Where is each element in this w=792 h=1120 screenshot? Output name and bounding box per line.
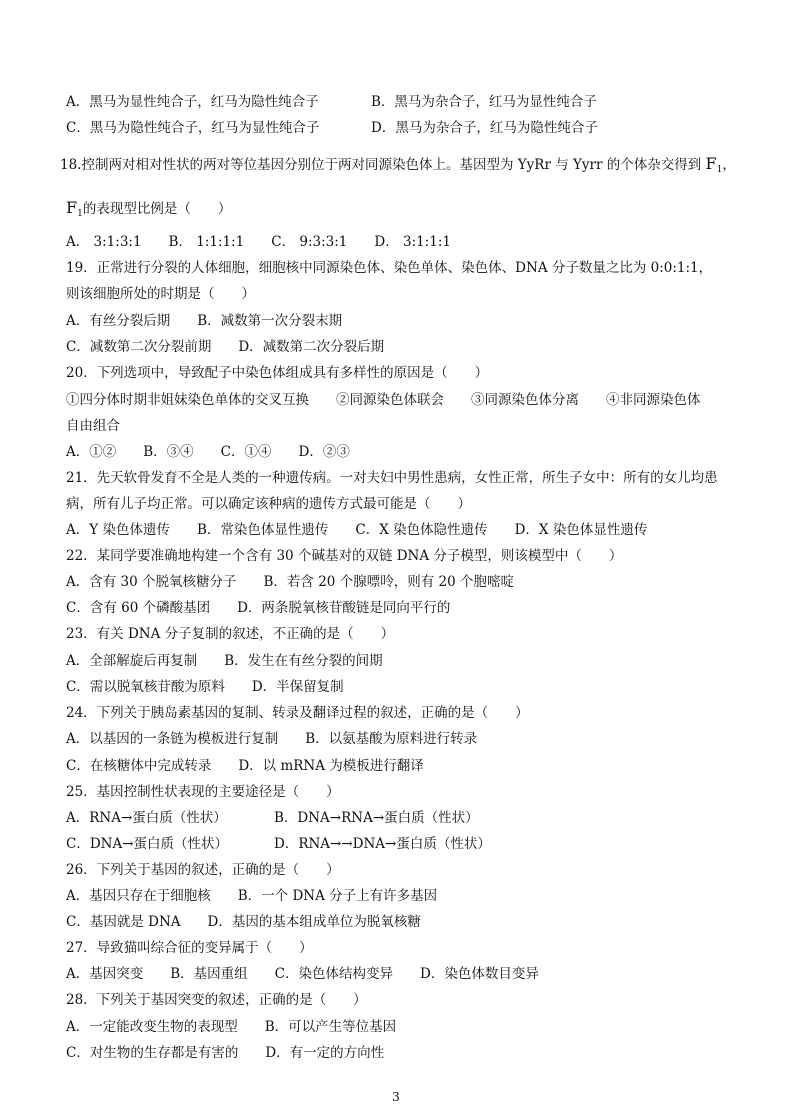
q17-row-1: [66, 92, 768, 112]
q20-stem: 20．下列选项中，导致配子中染色体组成具有多样性的原因是（ ）: [66, 365, 489, 381]
q27-stem: 27．导致猫叫综合征的变异属于（ ）: [66, 940, 313, 956]
q25-row-1: [66, 808, 768, 828]
q28-options-2: C．对生物的生存都是有害的 D．有一定的方向性: [66, 1045, 385, 1061]
q18-stem-text: 18.控制两对相对性状的两对等位基因分别位于两对同源染色体上。基因型为 YyRr 与 Yyrr 的个体杂交得到: [60, 157, 706, 173]
q26-stem: 26．下列关于基因的叙述，正确的是（ ）: [66, 862, 340, 878]
q25-stem: 25．基因控制性状表现的主要途径是（ ）: [66, 784, 340, 800]
q25-option-b: B．DNA→RNA→蛋白质（性状）: [274, 810, 479, 826]
q23-options-2: C．需以脱氧核苷酸为原料 D．半保留复制: [66, 679, 344, 695]
q22-options-2: C．含有 60 个磷酸基团 D．两条脱氧核苷酸链是同向平行的: [66, 600, 451, 616]
q18-stem-line-1: [60, 154, 768, 180]
q24-options-1: A．以基因的一条链为模板进行复制 B．以氨基酸为原料进行转录: [66, 731, 478, 747]
q24-stem: 24．下列关于胰岛素基因的复制、转录及翻译过程的叙述，正确的是（ ）: [66, 705, 529, 721]
q20-options: A．①② B．③④ C．①④ D．②③: [66, 444, 350, 460]
q25-option-d: D．RNA→→DNA→蛋白质（性状）: [274, 836, 491, 852]
q23-options-1: A．全部解旋后再复制 B．发生在有丝分裂的间期: [66, 653, 383, 669]
q20-items-2: 自由组合: [66, 418, 120, 434]
q17-option-c: C．黑马为隐性纯合子，红马为显性纯合子: [66, 120, 320, 136]
q19-options-2: C．减数第二次分裂前期 D．减数第二次分裂后期: [66, 339, 385, 355]
q22-options-1: A．含有 30 个脱氧核糖分子 B．若含 20 个腺嘌呤，则有 20 个胞嘧啶: [66, 574, 514, 590]
q18-f-subscript-2: 1: [77, 209, 83, 219]
q25-option-c: C．DNA→蛋白质（性状）: [66, 836, 229, 852]
q20-items-1: ①四分体时期非姐妹染色单体的交叉互换 ②同源染色体联会 ③同源染色体分离 ④非同源染色体: [66, 392, 701, 408]
q19-stem-2: 则该细胞所处的时期是（ ）: [66, 286, 255, 302]
q27-options: A．基因突变 B．基因重组 C．染色体结构变异 D．染色体数目变异: [66, 966, 539, 982]
q17-option-b: B．黑马为杂合子，红马为显性纯合子: [371, 94, 597, 110]
q25-row-2: [66, 834, 768, 854]
q22-stem: 22．某同学要准确地构建一个含有 30 个碱基对的双链 DNA 分子模型，则该模型中（ ）: [66, 548, 623, 564]
q19-stem-1: 19．正常进行分裂的人体细胞，细胞核中同源染色体、染色单体、染色体、DNA 分子数量之比为 0:0:1:1，: [66, 260, 713, 276]
q18-options: A． 3:1:3:1 B． 1:1:1:1 C． 9:3:3:1 D． 3:1:1:1: [66, 234, 451, 250]
q18-stem-line-2: [66, 198, 768, 224]
q18-comma: ，: [722, 157, 736, 173]
q17-row-2: [66, 118, 768, 138]
q18-f-symbol: F: [705, 154, 717, 173]
q18-stem-text-2: 的表现型比例是（ ）: [82, 201, 232, 217]
q17-option-d: D．黑马为杂合子，红马为隐性纯合子: [371, 120, 598, 136]
q25-option-a: A．RNA→蛋白质（性状）: [66, 810, 227, 826]
q21-stem-2: 病，所有儿子均正常。可以确定该种病的遗传方式最可能是（ ）: [66, 496, 471, 512]
q23-stem: 23．有关 DNA 分子复制的叙述，不正确的是（ ）: [66, 626, 395, 642]
q17-option-a: A．黑马为显性纯合子，红马为隐性纯合子: [66, 94, 319, 110]
q21-stem-1: 21．先天软骨发育不全是人类的一种遗传病。一对夫妇中男性患病，女性正常，所生子女中：所有的女儿均患: [66, 470, 718, 486]
q28-stem: 28．下列关于基因突变的叙述，正确的是（ ）: [66, 992, 367, 1008]
q18-f-symbol-2: F: [66, 198, 78, 217]
q26-options-2: C．基因就是 DNA D．基因的基本组成单位为脱氧核糖: [66, 914, 421, 930]
q21-options: A．Y 染色体遗传 B．常染色体显性遗传 C．X 染色体隐性遗传 D．X 染色体显性遗传: [66, 522, 648, 538]
q19-options-1: A．有丝分裂后期 B．减数第一次分裂末期: [66, 313, 343, 329]
q28-options-1: A．一定能改变生物的表现型 B．可以产生等位基因: [66, 1019, 397, 1035]
page-number: 3: [392, 1090, 400, 1104]
q18-f-subscript: 1: [716, 165, 723, 175]
q26-options-1: A．基因只存在于细胞核 B．一个 DNA 分子上有许多基因: [66, 888, 438, 904]
q24-options-2: C．在核糖体中完成转录 D．以 mRNA 为模板进行翻译: [66, 758, 424, 774]
